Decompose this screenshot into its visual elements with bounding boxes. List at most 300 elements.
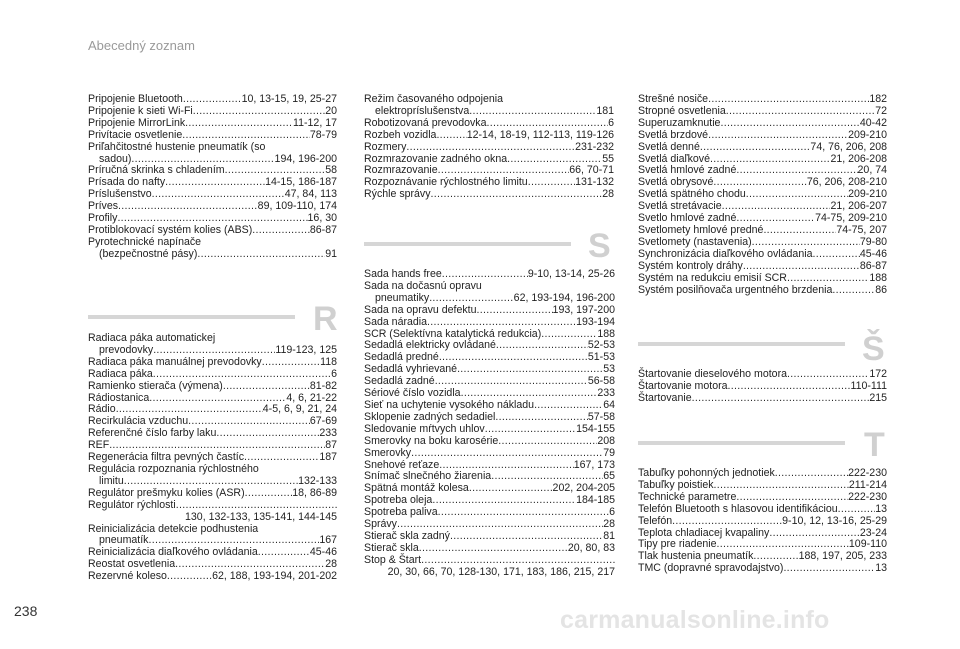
index-entry bbox=[638, 393, 887, 405]
entry-pages: 11-12, 17 bbox=[293, 116, 337, 129]
entry-pages: 52-53 bbox=[587, 339, 615, 352]
dot-leader bbox=[720, 118, 859, 130]
entry-term: Štartovanie bbox=[638, 391, 692, 404]
entry-pages-continued bbox=[364, 567, 615, 579]
page-number: 238 bbox=[14, 603, 38, 619]
entry-term-line: Priľahčitostné hustenie pneumatík (so bbox=[88, 140, 266, 153]
entry-term: Rádiostanica bbox=[88, 391, 150, 404]
entry-pages: 6 bbox=[331, 367, 337, 380]
entry-term: Spotreba paliva bbox=[364, 506, 438, 519]
dot-leader bbox=[185, 118, 293, 130]
entry-pages: 28 bbox=[603, 518, 615, 531]
entry-pages: 208 bbox=[597, 434, 615, 447]
entry-pages: 202, 204-205 bbox=[552, 482, 615, 495]
entry-pages: 181 bbox=[596, 104, 614, 117]
dot-leader bbox=[692, 393, 870, 405]
entry-term: limitu bbox=[99, 474, 124, 487]
dot-leader bbox=[726, 106, 875, 118]
entry-pages: 215 bbox=[869, 391, 887, 404]
entry-pages: 45-46 bbox=[859, 247, 887, 260]
entry-pages: 182 bbox=[869, 93, 887, 105]
index-entry bbox=[88, 201, 337, 213]
dot-leader bbox=[262, 357, 320, 369]
index-entry bbox=[364, 305, 615, 317]
entry-pages: 20, 30, 66, 70, 128-130, 171, 183, 186, 215, 217 bbox=[387, 565, 615, 578]
dot-leader bbox=[153, 369, 331, 381]
entry-term: Spätná montáž kolesa bbox=[364, 482, 469, 495]
dot-leader bbox=[769, 528, 860, 540]
index-section-s bbox=[364, 269, 615, 579]
entry-term: Štartovanie dieselového motora bbox=[638, 368, 787, 380]
dot-leader bbox=[708, 94, 869, 106]
index-entry bbox=[88, 476, 337, 488]
entry-term: pneumatiky bbox=[375, 291, 430, 304]
entry-term: Sériové číslo vozidla bbox=[364, 387, 461, 400]
entry-pages: 57-58 bbox=[587, 410, 615, 423]
dot-leader bbox=[485, 424, 576, 436]
entry-term: Rozmery bbox=[364, 140, 407, 153]
dot-leader bbox=[182, 130, 310, 142]
entry-pages: 86-87 bbox=[859, 259, 887, 272]
entry-pages: 188, 197, 205, 233 bbox=[798, 550, 887, 563]
entry-pages: 167 bbox=[319, 534, 337, 547]
entry-pages: 55 bbox=[602, 152, 614, 165]
entry-pages: 67-69 bbox=[309, 415, 337, 428]
entry-pages: 167, 173 bbox=[573, 458, 615, 471]
entry-pages: 209-210 bbox=[848, 128, 887, 141]
entry-pages: 45-46 bbox=[309, 546, 337, 559]
index-entry bbox=[638, 118, 887, 130]
index-section-t bbox=[638, 468, 887, 575]
entry-term: Strešné nosiče bbox=[638, 93, 709, 105]
index-entry bbox=[364, 507, 615, 519]
entry-pages: 4, 6, 21-22 bbox=[286, 391, 337, 404]
entry-term: Príslušenstvo bbox=[88, 188, 152, 201]
entry-term: Sedadlá vyhrievané bbox=[364, 363, 458, 376]
entry-term: Rádio bbox=[88, 403, 116, 416]
dot-leader bbox=[672, 516, 782, 528]
entry-term: Rozmrazovanie bbox=[364, 164, 438, 177]
entry-pages: 74-75, 209-210 bbox=[815, 212, 887, 225]
index-entry bbox=[364, 142, 614, 154]
section-divider-r bbox=[88, 315, 295, 319]
entry-pages: 62, 193-194, 196-200 bbox=[513, 291, 615, 304]
dot-leader bbox=[252, 225, 310, 237]
entry-term: Tlak hustenia pneumatík bbox=[638, 550, 754, 563]
entry-term: Svetlá diaľkové bbox=[638, 152, 710, 165]
entry-term: Privítacie osvetlenie bbox=[88, 128, 183, 141]
dot-leader bbox=[469, 106, 596, 118]
dot-leader bbox=[498, 436, 597, 448]
entry-term: SCR (Selektívna katalytická redukcia) bbox=[364, 327, 542, 340]
section-divider-s bbox=[364, 242, 571, 246]
entry-pages: 193-194 bbox=[576, 315, 615, 328]
section-divider-sh bbox=[638, 342, 845, 346]
dot-leader bbox=[752, 237, 860, 249]
dot-leader bbox=[775, 468, 848, 480]
entry-term-line: Režim časovaného odpojenia bbox=[364, 93, 503, 105]
dot-leader bbox=[411, 448, 603, 460]
dot-leader bbox=[487, 118, 609, 130]
entry-term: Robotizovaná prevodovka bbox=[364, 116, 487, 129]
entry-term: Stropné osvetlenia bbox=[638, 104, 726, 117]
entry-term: Systém kontroly dráhy bbox=[638, 259, 743, 272]
dot-leader bbox=[736, 492, 848, 504]
entry-pages: 187 bbox=[319, 451, 337, 464]
section-letter-t: T bbox=[864, 426, 885, 464]
entry-pages: 79 bbox=[603, 446, 615, 459]
entry-term: Rozmrazovanie zadného okna bbox=[364, 152, 508, 165]
entry-term: Radiaca páka manuálnej prevodovky bbox=[88, 355, 262, 368]
entry-pages: 79-80 bbox=[859, 235, 887, 248]
index-entry bbox=[638, 261, 887, 273]
dot-leader bbox=[787, 273, 869, 285]
dot-leader bbox=[431, 189, 603, 201]
index-entry bbox=[638, 504, 887, 516]
entry-term: Referenčné číslo farby laku bbox=[88, 427, 217, 440]
index-entry bbox=[638, 492, 887, 504]
entry-term: Smerovky na boku karosérie bbox=[364, 434, 499, 447]
entry-pages: 21, 206-208 bbox=[830, 152, 887, 165]
entry-term: Svetlá denné bbox=[638, 140, 700, 153]
dot-leader bbox=[245, 488, 293, 500]
dot-leader bbox=[438, 507, 609, 519]
index-entry bbox=[364, 424, 615, 436]
entry-term: elektropríslušenstva bbox=[375, 104, 470, 117]
entry-pages: 132-133 bbox=[298, 474, 337, 487]
entry-pages: 193, 197-200 bbox=[552, 303, 615, 316]
entry-pages: 87 bbox=[325, 439, 337, 452]
entry-term: Reostat osvetlenia bbox=[88, 558, 176, 571]
entry-pages: 86 bbox=[875, 283, 887, 296]
dot-leader bbox=[118, 201, 258, 213]
entry-term: Systém na redukciu emisií SCR bbox=[638, 271, 787, 284]
entry-pages: 18, 86-89 bbox=[292, 486, 337, 499]
entry-term: Regenerácia filtra pevných častíc bbox=[88, 451, 245, 464]
entry-term: Príručná skrinka s chladením bbox=[88, 164, 225, 177]
entry-pages: 28 bbox=[602, 188, 614, 201]
entry-term: Sada náradia bbox=[364, 315, 428, 328]
index-entry bbox=[364, 555, 615, 567]
entry-term: Príves bbox=[88, 200, 119, 213]
entry-term: Snímač slnečného žiarenia bbox=[364, 470, 492, 483]
entry-term-line: Reinicializácia detekcie podhustenia bbox=[88, 522, 259, 535]
entry-pages: 20, 74 bbox=[857, 164, 887, 177]
dot-leader bbox=[457, 364, 603, 376]
entry-term: Správy bbox=[364, 518, 397, 531]
entry-pages: 64 bbox=[603, 398, 615, 411]
entry-term: Spotreba oleja bbox=[364, 494, 433, 507]
entry-pages: 131-132 bbox=[575, 176, 614, 189]
entry-term: (bezpečnostné pásy) bbox=[99, 247, 198, 260]
index-entry bbox=[88, 130, 337, 142]
entry-term: Technické parametre bbox=[638, 490, 737, 503]
entry-term: Tabuľky poistiek bbox=[638, 478, 714, 491]
dot-leader bbox=[216, 428, 319, 440]
entry-pages: 21, 206-207 bbox=[830, 200, 887, 213]
index-entry bbox=[364, 448, 615, 460]
index-entry bbox=[88, 249, 337, 261]
entry-term-line: Regulácia rozpoznania rýchlostného bbox=[88, 462, 259, 475]
entry-term: sadou) bbox=[99, 152, 132, 165]
dot-leader bbox=[167, 571, 212, 583]
entry-term: Smerovky bbox=[364, 446, 412, 459]
dot-leader bbox=[477, 305, 553, 317]
index-entry bbox=[638, 273, 887, 285]
dot-leader bbox=[763, 225, 836, 237]
entry-pages: 20 bbox=[325, 104, 337, 117]
entry-pages: 51-53 bbox=[587, 351, 615, 364]
entry-pages: 28 bbox=[325, 558, 337, 571]
entry-pages: 66, 70-71 bbox=[569, 164, 614, 177]
entry-pages: 233 bbox=[597, 387, 615, 400]
entry-pages: 211-214 bbox=[848, 478, 887, 491]
dot-leader bbox=[165, 177, 265, 189]
entry-term: Sedadlá elektricky ovládané bbox=[364, 339, 496, 352]
entry-term: Synchronizácia diaľkového ovládania bbox=[638, 247, 813, 260]
dot-leader bbox=[124, 476, 298, 488]
dot-leader bbox=[838, 504, 876, 516]
entry-term: Superuzamknutie bbox=[638, 116, 721, 129]
entry-term: Stierač skla bbox=[364, 541, 419, 554]
entry-term: pneumatík bbox=[99, 534, 149, 547]
entry-term: TMC (dopravné spravodajstvo) bbox=[638, 562, 784, 575]
index-entry bbox=[88, 488, 337, 500]
index-entry bbox=[88, 357, 337, 369]
entry-pages: 222-230 bbox=[848, 490, 887, 503]
dot-leader bbox=[722, 201, 831, 213]
entry-term: Prísada do nafty bbox=[88, 176, 166, 189]
index-entry bbox=[638, 142, 887, 154]
entry-term: Sledovanie mŕtvych uhlov bbox=[364, 422, 485, 435]
dot-leader bbox=[419, 543, 568, 555]
index-entry bbox=[364, 293, 615, 305]
dot-leader bbox=[432, 495, 576, 507]
index-entry bbox=[364, 436, 615, 448]
index-section-p bbox=[88, 94, 337, 261]
entry-pages: 10, 13-15, 19, 25-27 bbox=[241, 93, 337, 105]
entry-pages: 188 bbox=[869, 271, 887, 284]
dot-leader bbox=[429, 293, 513, 305]
entry-term: Svetlá hmlové zadné bbox=[638, 164, 737, 177]
index-entry bbox=[638, 237, 887, 249]
entry-term: Protiblokovací systém kolies (ABS) bbox=[88, 223, 253, 236]
entry-pages: 16, 30 bbox=[307, 212, 337, 225]
entry-pages: 119-123, 125 bbox=[275, 343, 337, 356]
watermark: carmanualsonline.info bbox=[560, 606, 830, 634]
entry-pages: 118 bbox=[320, 355, 337, 368]
entry-pages: 194, 196-200 bbox=[274, 152, 337, 165]
entry-term: Ramienko stierača (výmena) bbox=[88, 379, 223, 392]
entry-pages: 222-230 bbox=[848, 467, 887, 479]
index-entry bbox=[638, 249, 887, 261]
entry-term: Sada na opravu defektu bbox=[364, 303, 477, 316]
entry-term: Svetlá spätného chodu bbox=[638, 188, 746, 201]
entry-pages: 78-79 bbox=[309, 128, 337, 141]
section-letter-r: R bbox=[313, 300, 338, 338]
entry-term: Regulátor prešmyku kolies (ASR) bbox=[88, 486, 245, 499]
entry-term: Svetlomety hmlové predné bbox=[638, 223, 764, 236]
entry-term: Štartovanie motora bbox=[638, 379, 728, 392]
index-entry bbox=[88, 381, 337, 393]
entry-term: Svetlá brzdové bbox=[638, 128, 709, 141]
section-letter-sh: Š bbox=[862, 330, 885, 368]
entry-pages: 130, 132-133, 135-141, 144-145 bbox=[185, 510, 337, 523]
entry-term: Pripojenie MirrorLink bbox=[88, 116, 186, 129]
dot-leader bbox=[812, 249, 859, 261]
entry-pages: 13 bbox=[875, 502, 887, 515]
header-title: Abecedný zoznam bbox=[88, 38, 195, 53]
index-entry bbox=[638, 563, 887, 575]
entry-term: Profily bbox=[88, 212, 118, 225]
entry-term: Svetlá obrysové bbox=[638, 176, 714, 189]
index-entry bbox=[88, 118, 337, 130]
index-section-s-continued bbox=[638, 94, 887, 296]
entry-pages: 81-82 bbox=[309, 379, 337, 392]
dot-leader bbox=[743, 261, 860, 273]
entry-pages: 233 bbox=[319, 427, 337, 440]
entry-pages: 231-232 bbox=[575, 140, 614, 153]
section-letter-s: S bbox=[588, 227, 611, 265]
entry-term: Rýchle správy bbox=[364, 188, 431, 201]
entry-pages: 109-110 bbox=[848, 538, 887, 551]
index-section-sh bbox=[638, 369, 887, 405]
dot-leader bbox=[496, 340, 588, 352]
index-entry bbox=[638, 516, 887, 528]
section-divider-t bbox=[638, 441, 845, 445]
entry-term: Rezervné koleso bbox=[88, 570, 167, 583]
dot-leader bbox=[728, 381, 851, 393]
entry-pages: 76, 206, 208-210 bbox=[806, 176, 887, 189]
entry-pages: 58 bbox=[325, 164, 337, 177]
dot-leader bbox=[528, 177, 575, 189]
entry-term: Regulátor rýchlosti bbox=[88, 498, 176, 511]
entry-pages: 56-58 bbox=[587, 375, 615, 388]
entry-pages: 23-24 bbox=[859, 526, 887, 539]
entry-pages: 86-87 bbox=[309, 223, 337, 236]
entry-pages: 40-42 bbox=[859, 116, 887, 129]
dot-leader bbox=[197, 249, 325, 261]
entry-term: Stierač skla zadný bbox=[364, 529, 450, 542]
entry-term: Telefón Bluetooth s hlasovou identifikáciou bbox=[638, 502, 838, 515]
entry-pages: 4-5, 6, 9, 21, 24 bbox=[262, 403, 337, 416]
entry-term: Systém posilňovača urgentného brzdenia bbox=[638, 283, 833, 296]
entry-pages: 65 bbox=[603, 470, 615, 483]
entry-term: Tabuľky pohonných jednotiek bbox=[638, 467, 775, 479]
entry-pages: 72 bbox=[875, 104, 887, 117]
entry-term: Radiaca páka bbox=[88, 367, 153, 380]
index-entry bbox=[638, 285, 887, 297]
entry-pages: 89, 109-110, 174 bbox=[257, 200, 337, 213]
entry-term: Telefón bbox=[638, 514, 673, 527]
entry-pages: 74-75, 207 bbox=[836, 223, 887, 236]
entry-pages: 110-111 bbox=[850, 379, 887, 392]
entry-pages: 9-10, 12, 13-16, 25-29 bbox=[782, 514, 887, 527]
entry-pages: 6 bbox=[608, 116, 614, 129]
entry-term: Sedadlá predné bbox=[364, 351, 439, 364]
entry-pages: 91 bbox=[325, 247, 337, 260]
entry-term: Reinicializácia diaľkového ovládania bbox=[88, 546, 258, 559]
entry-pages: 154-155 bbox=[576, 422, 615, 435]
index-entry bbox=[88, 428, 337, 440]
index-entry bbox=[364, 130, 614, 142]
entry-term: Teplota chladiacej kvapaliny bbox=[638, 526, 770, 539]
entry-pages: 6 bbox=[609, 506, 615, 519]
dot-leader bbox=[176, 500, 337, 512]
dot-leader bbox=[223, 381, 310, 393]
dot-leader bbox=[708, 130, 848, 142]
entry-pages: 9-10, 13-14, 25-26 bbox=[527, 268, 615, 280]
entry-term-line: Pyrotechnické napínače bbox=[88, 235, 202, 248]
dot-leader bbox=[783, 563, 875, 575]
dot-leader bbox=[700, 142, 811, 154]
entry-term: Sada hands free bbox=[364, 268, 442, 280]
index-entry bbox=[364, 543, 615, 555]
index-entry bbox=[364, 317, 615, 329]
entry-term: Svetlomety (nastavenia) bbox=[638, 235, 752, 248]
entry-term: Snehové reťaze bbox=[364, 458, 440, 471]
dot-leader bbox=[421, 555, 615, 567]
entry-term: Rozpoznávanie rýchlostného limitu bbox=[364, 176, 528, 189]
index-entry bbox=[88, 571, 337, 583]
entry-term: Rozbeh vozidla bbox=[364, 128, 437, 141]
entry-term: Svetlo hmlové zadné bbox=[638, 212, 737, 225]
entry-pages: 20, 80, 83 bbox=[567, 541, 615, 554]
entry-term: prevodovky bbox=[99, 343, 154, 356]
entry-pages: 12-14, 18-19, 112-113, 119-126 bbox=[466, 128, 614, 141]
entry-pages: 13 bbox=[875, 562, 887, 575]
index-section-r-continued bbox=[364, 94, 614, 201]
entry-pages: 209-210 bbox=[848, 188, 887, 201]
entry-term: Pripojenie Bluetooth bbox=[88, 93, 183, 105]
entry-term: Sedadlá zadné bbox=[364, 375, 435, 388]
entry-term: Pripojenie k sieti Wi-Fi bbox=[88, 104, 193, 117]
entry-term: Stop & Štart bbox=[364, 553, 422, 566]
dot-leader bbox=[439, 352, 588, 364]
entry-pages-continued bbox=[88, 512, 337, 524]
dot-leader bbox=[495, 412, 588, 424]
entry-pages: 184-185 bbox=[576, 494, 615, 507]
index-entry bbox=[364, 189, 614, 201]
entry-pages: 172 bbox=[869, 368, 887, 380]
index-section-r bbox=[88, 333, 337, 583]
entry-term-line: Radiaca páka automatickej bbox=[88, 332, 216, 344]
entry-term: Sklopenie zadných sedadiel bbox=[364, 410, 496, 423]
index-entry bbox=[364, 412, 615, 424]
dot-leader bbox=[427, 317, 576, 329]
entry-pages: 188 bbox=[597, 327, 615, 340]
entry-term-line: Sada na dočasnú opravu bbox=[364, 279, 482, 292]
entry-term: Tipy pre riadenie bbox=[638, 538, 717, 551]
entry-pages: 14-15, 186-187 bbox=[265, 176, 337, 189]
entry-term: Svetlá stretávacie bbox=[638, 200, 722, 213]
entry-term: Recirkulácia vzduchu bbox=[88, 415, 189, 428]
dot-leader bbox=[258, 547, 310, 559]
index-entry bbox=[638, 130, 887, 142]
dot-leader bbox=[832, 285, 875, 297]
entry-term: REF bbox=[88, 439, 110, 452]
entry-pages: 74, 76, 206, 208 bbox=[810, 140, 887, 153]
dot-leader bbox=[469, 483, 553, 495]
index-entry bbox=[88, 369, 337, 381]
entry-pages: 62, 188, 193-194, 201-202 bbox=[212, 570, 337, 583]
dot-leader bbox=[436, 130, 466, 142]
entry-term: Sieť na uchytenie vysokého nákladu bbox=[364, 398, 535, 411]
entry-pages: 53 bbox=[603, 363, 615, 376]
entry-pages: 81 bbox=[603, 529, 615, 542]
entry-pages: 47, 84, 113 bbox=[284, 188, 337, 201]
dot-leader bbox=[406, 142, 575, 154]
